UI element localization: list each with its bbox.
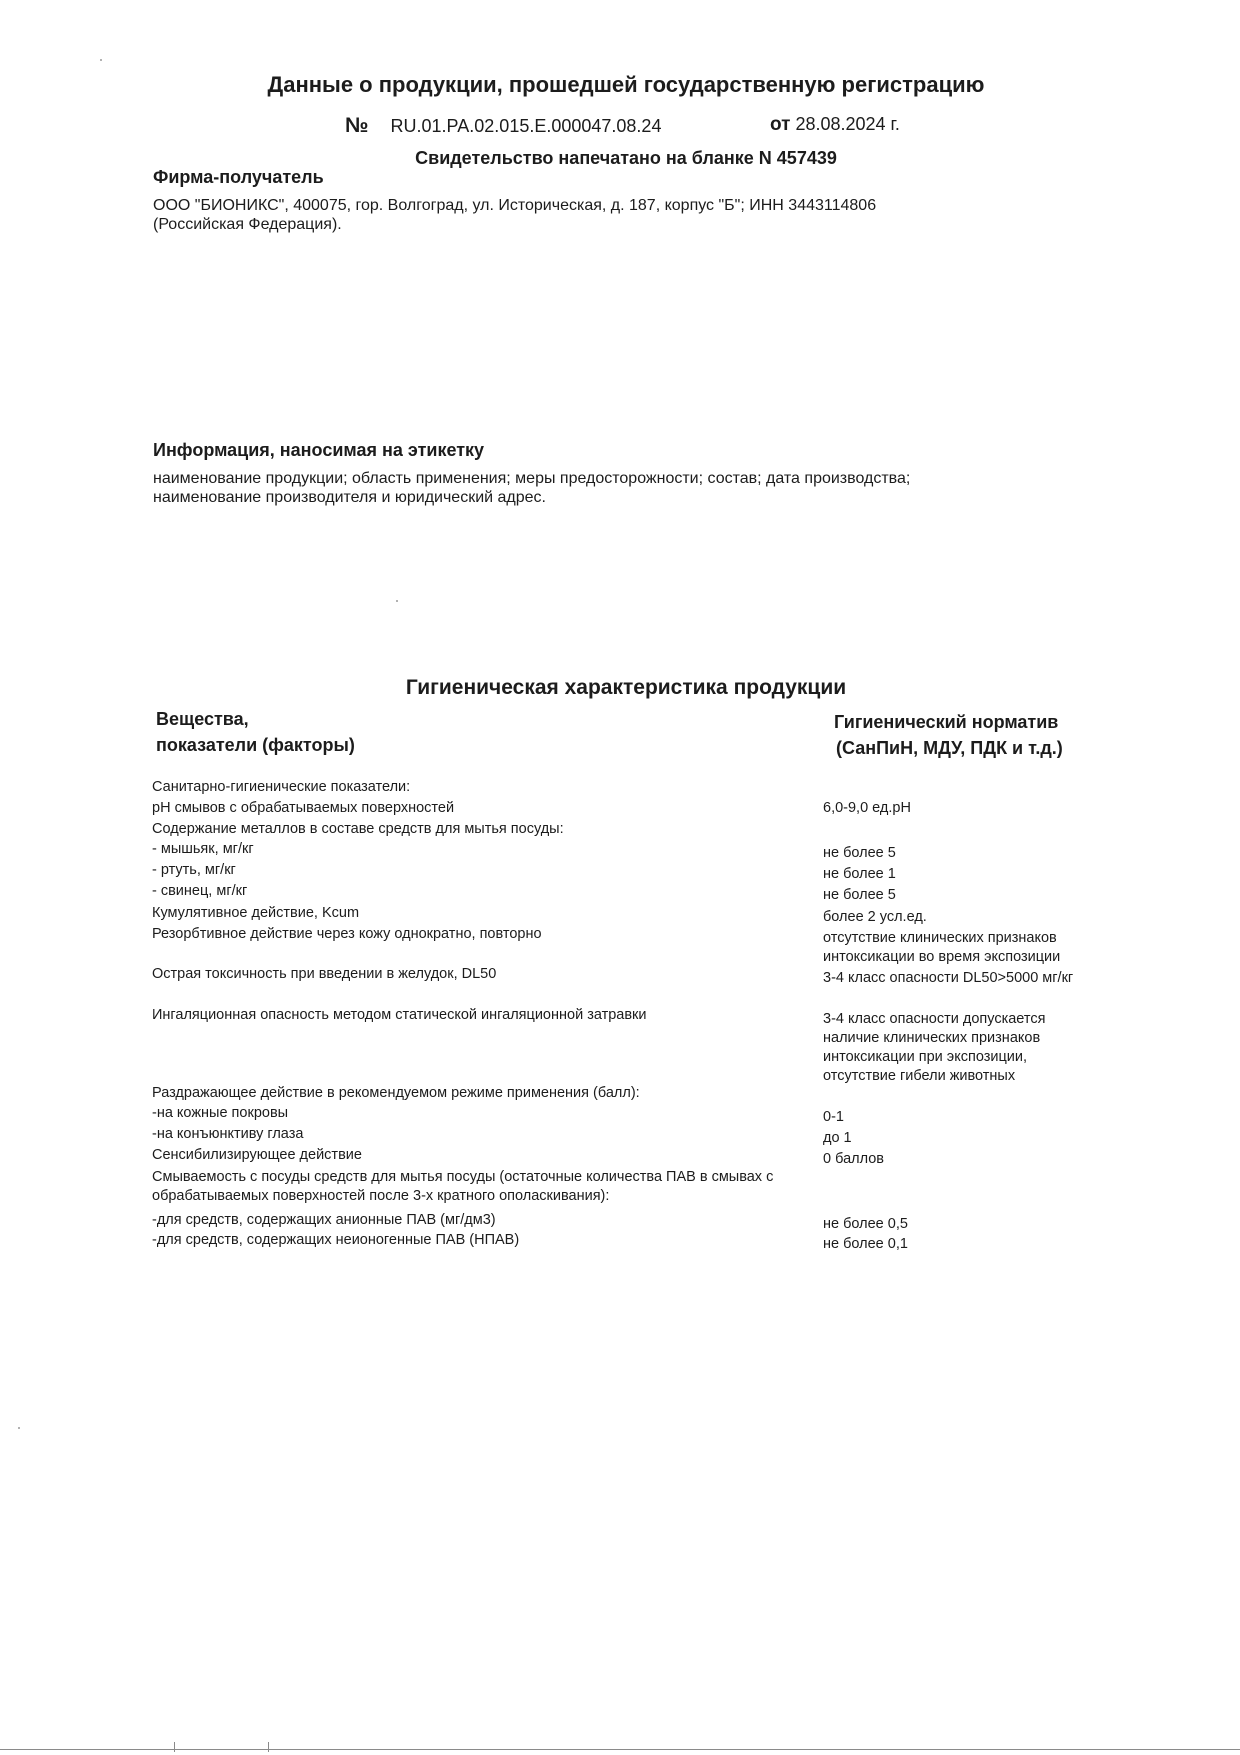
footer-tick <box>268 1742 269 1752</box>
row-value: не более 0,1 <box>823 1236 908 1252</box>
row-label: -на кожные покровы <box>152 1105 289 1121</box>
row-value: не более 1 <box>823 866 896 882</box>
row-label: Смываемость с посуды средств для мытья посуды (остаточные количества ПАВ в смывах с обрабатываемых поверхностей после 3-х кратного ополаскивания): <box>152 1169 774 1204</box>
scan-speck <box>100 59 102 61</box>
footer-tick <box>174 1742 175 1752</box>
date-label: от <box>770 114 791 135</box>
recipient-address: ООО "БИОНИКС", 400075, гор. Волгоград, ул. Историческая, д. 187, корпус "Б"; ИНН 3443114806 <box>153 197 877 214</box>
document-title: Данные о продукции, прошедшей государственную регистрацию <box>267 72 985 97</box>
row-label: Кумулятивное действие, Kcum <box>152 905 360 921</box>
row-label: - мышьяк, мг/кг <box>152 841 254 857</box>
label-info-line-2: наименование производителя и юридический адрес. <box>153 489 546 506</box>
row-label: -на конъюнктиву глаза <box>152 1126 304 1142</box>
row-label: Ингаляционная опасность методом статической ингаляционной затравки <box>152 1007 647 1023</box>
row-value: 6,0-9,0 ед.рН <box>823 800 911 816</box>
recipient-country: (Российская Федерация). <box>153 216 342 233</box>
row-value: более 2 усл.ед. <box>823 909 927 925</box>
hygiene-heading: Гигиеническая характеристика продукции <box>405 676 847 699</box>
row-label: - свинец, мг/кг <box>152 883 248 899</box>
column-header-norm-line-2: (СанПиН, МДУ, ПДК и т.д.) <box>836 738 1063 758</box>
registration-date: 28.08.2024 г. <box>795 114 900 134</box>
row-label: Резорбтивное действие через кожу однократно, повторно <box>152 926 542 942</box>
registration-number: RU.01.РА.02.015.Е.000047.08.24 <box>390 116 662 136</box>
column-header-substances-line-1: Вещества, <box>156 709 249 729</box>
row-value: не более 0,5 <box>823 1216 908 1232</box>
column-header-substances-line-2: показатели (факторы) <box>156 735 355 755</box>
row-value: не более 5 <box>823 887 896 903</box>
row-label: Сенсибилизирующее действие <box>152 1147 362 1163</box>
row-label: Раздражающее действие в рекомендуемом режиме применения (балл): <box>152 1085 640 1101</box>
label-info-line-1: наименование продукции; область применения; меры предосторожности; состав; дата производства; <box>153 470 911 487</box>
row-value: не более 5 <box>823 845 896 861</box>
column-header-norm-line-1: Гигиенический норматив <box>834 712 1059 732</box>
row-value: 0 баллов <box>823 1151 884 1167</box>
column-header-norm <box>834 709 1063 761</box>
footer-rule <box>0 1749 1240 1750</box>
column-header-substances <box>156 706 355 758</box>
row-label: - ртуть, мг/кг <box>152 862 236 878</box>
row-label: рН смывов с обрабатываемых поверхностей <box>152 800 455 816</box>
row-label: Содержание металлов в составе средств для мытья посуды: <box>152 821 564 837</box>
row-label: -для средств, содержащих неионогенные ПАВ (НПАВ) <box>152 1232 520 1248</box>
row-value: 3-4 класс опасности допускается наличие клинических признаков интоксикации при экспозиции, отсутствие гибели животных <box>823 1011 1046 1084</box>
scan-speck <box>396 600 398 602</box>
row-label: Острая токсичность при введении в желудок, DL50 <box>152 966 497 982</box>
blank-note: Свидетельство напечатано на бланке N 457439 <box>415 148 837 168</box>
row-value: отсутствие клинических признаков интоксикации во время экспозиции <box>823 930 1061 965</box>
registration-date-line <box>770 114 900 136</box>
row-value: до 1 <box>823 1130 852 1146</box>
registration-number-line <box>345 114 661 138</box>
row-label: -для средств, содержащих анионные ПАВ (мг/дм3) <box>152 1212 496 1228</box>
row-value: 3-4 класс опасности DL50>5000 мг/кг <box>823 970 1074 986</box>
scan-speck <box>18 1427 20 1429</box>
row-label: Санитарно-гигиенические показатели: <box>152 779 411 795</box>
number-sign: № <box>345 114 369 137</box>
row-value: 0-1 <box>823 1109 844 1125</box>
label-info-heading: Информация, наносимая на этикетку <box>153 440 485 460</box>
recipient-heading: Фирма-получатель <box>153 167 324 187</box>
